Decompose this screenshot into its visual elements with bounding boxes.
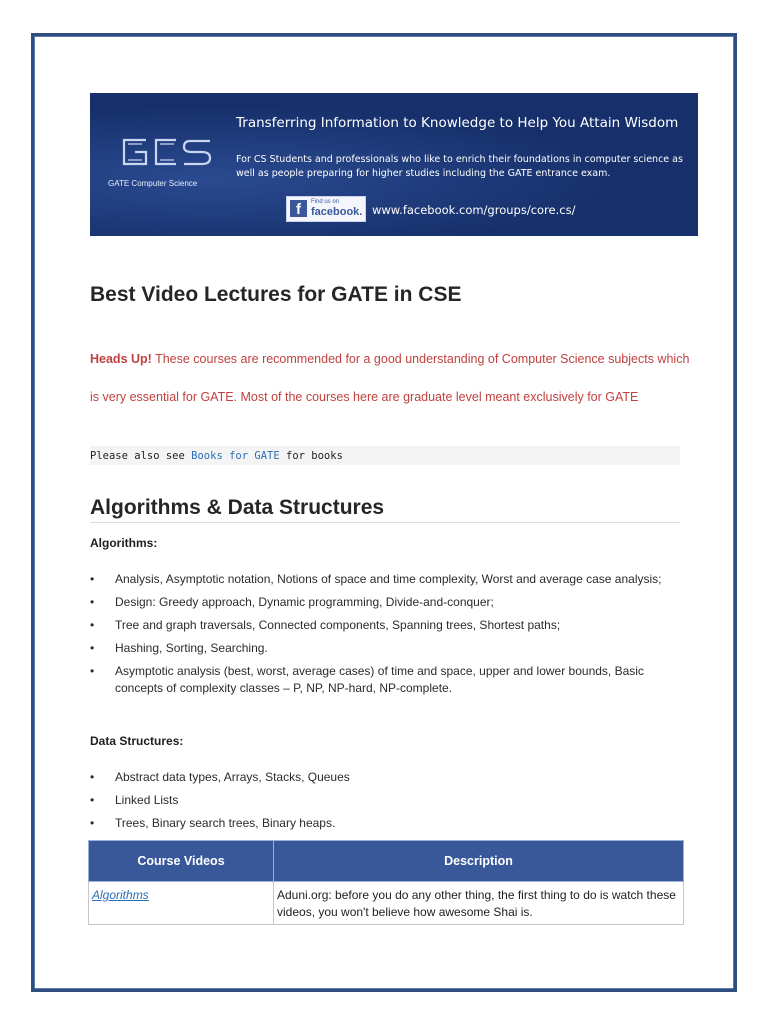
heads-up-note	[90, 340, 690, 416]
heads-up-label: Heads Up!	[90, 352, 152, 366]
list-item: • Design: Greedy approach, Dynamic programming, Divide-and-conquer;	[90, 594, 680, 611]
algorithms-list	[90, 571, 680, 703]
see-also-prefix: Please also see	[90, 450, 192, 462]
table-row	[89, 882, 684, 925]
table-header-row	[89, 841, 684, 882]
heads-up-text: These courses are recommended for a good understanding of Computer Science subjects which is very essential for GATE. Most of the courses here are graduate level meant exclusively for GATE	[90, 352, 690, 404]
description-cell: Aduni.org: before you do any other thing, the first thing to do is watch these videos, you won't believe how awesome Shai is.	[274, 882, 684, 925]
data-structures-subtitle: Data Structures:	[90, 734, 184, 748]
see-also-suffix: for books	[279, 450, 343, 462]
list-item: • Hashing, Sorting, Searching.	[90, 640, 680, 657]
section-title: Algorithms & Data Structures	[90, 496, 680, 523]
list-item: • Tree and graph traversals, Connected components, Spanning trees, Shortest paths;	[90, 617, 680, 634]
facebook-icon: f	[290, 200, 307, 217]
banner-subline: For CS Students and professionals who like to enrich their foundations in computer science as well as people preparing for higher studies including the GATE entrance exam.	[236, 154, 683, 179]
header-banner	[90, 93, 698, 236]
column-header-course-videos: Course Videos	[89, 841, 274, 882]
page-title: Best Video Lectures for GATE in CSE	[90, 283, 462, 306]
list-item: • Analysis, Asymptotic notation, Notions of space and time complexity, Worst and average case analysis;	[90, 571, 680, 588]
list-item: • Linked Lists	[90, 792, 680, 809]
gcs-logo-icon	[120, 137, 214, 167]
algorithms-subtitle: Algorithms:	[90, 536, 158, 550]
facebook-find-us: Find us on	[311, 199, 340, 205]
banner-tagline: Transferring Information to Knowledge to Help You Attain Wisdom	[236, 115, 679, 131]
books-for-gate-link[interactable]: Books for GATE	[191, 450, 280, 462]
facebook-group-url[interactable]: www.facebook.com/groups/core.cs/	[372, 203, 576, 217]
list-item: • Trees, Binary search trees, Binary heaps.	[90, 815, 680, 832]
list-item: • Abstract data types, Arrays, Stacks, Queues	[90, 769, 680, 786]
data-structures-list	[90, 769, 680, 838]
logo-label: GATE Computer Science	[108, 179, 198, 188]
course-link-algorithms[interactable]: Algorithms	[92, 888, 149, 902]
column-header-description: Description	[274, 841, 684, 882]
facebook-badge[interactable]	[286, 196, 366, 222]
see-also-line	[90, 446, 680, 465]
course-cell	[89, 882, 274, 925]
facebook-wordmark: facebook.	[311, 206, 363, 218]
course-table	[88, 840, 684, 925]
list-item: • Asymptotic analysis (best, worst, average cases) of time and space, upper and lower bounds, Basic concepts of complexity classes – P, NP, NP-hard, NP-complete.	[90, 663, 680, 697]
